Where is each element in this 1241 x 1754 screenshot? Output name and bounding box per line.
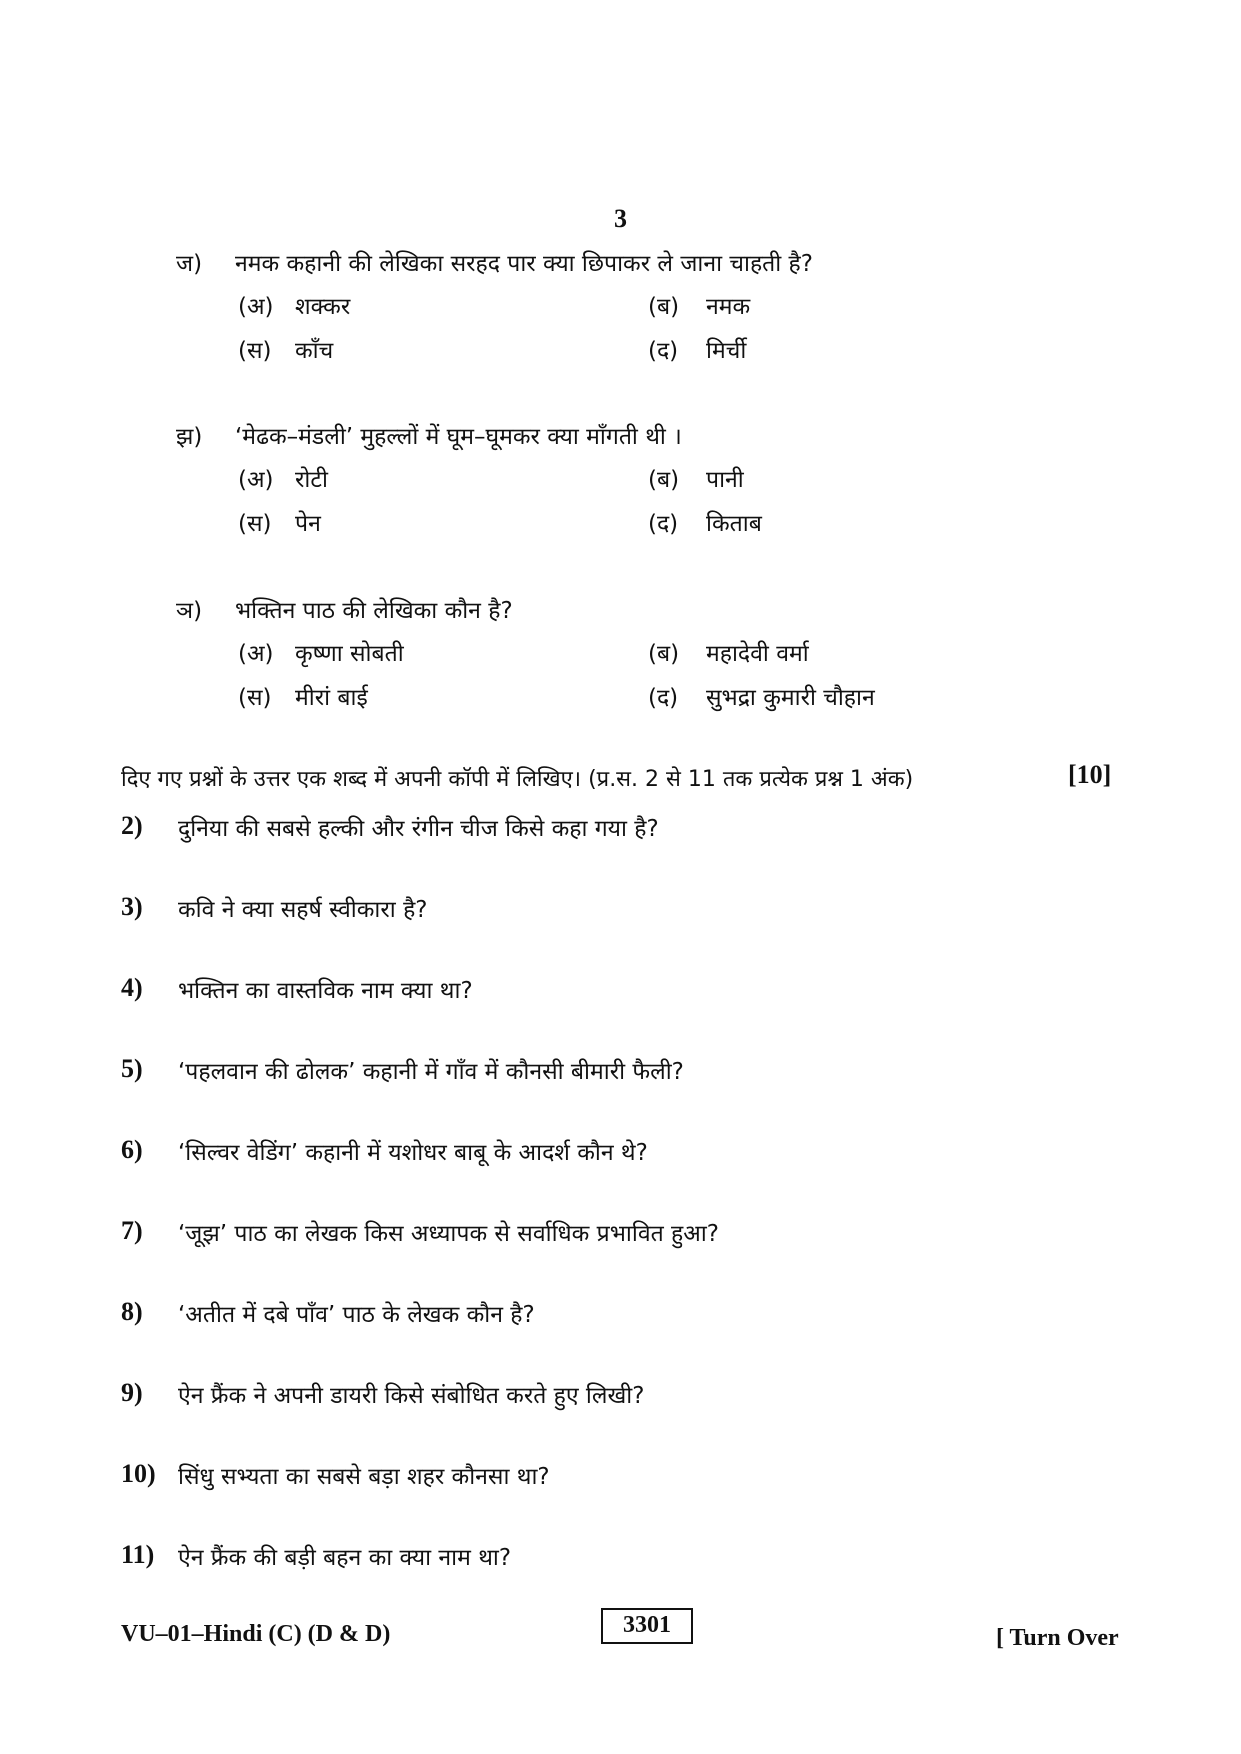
option-key: (अ) — [238, 294, 274, 320]
option-key: (द) — [648, 685, 679, 711]
mcq-question: ‘मेढक–मंडली’ मुहल्लों में घूम–घूमकर क्या माँगती थी । — [235, 424, 682, 450]
option-key: (ब) — [648, 467, 680, 493]
option-text: शक्कर — [295, 294, 351, 320]
question-text: सिंधु सभ्यता का सबसे बड़ा शहर कौनसा था? — [178, 1464, 550, 1490]
paper-number-box: 3301 — [601, 1608, 693, 1644]
turn-over-label: [ Turn Over — [996, 1625, 1119, 1651]
question-text: ‘पहलवान की ढोलक’ कहानी में गाँव में कौनसी बीमारी फैली? — [178, 1059, 684, 1085]
question-text: भक्तिन का वास्तविक नाम क्या था? — [178, 978, 473, 1004]
question-text: ‘सिल्वर वेडिंग’ कहानी में यशोधर बाबू के आदर्श कौन थे? — [178, 1140, 648, 1166]
option-key: (स) — [238, 511, 272, 537]
option-key: (अ) — [238, 641, 274, 667]
option-text: रोटी — [295, 467, 328, 493]
paper-code: VU–01–Hindi (C) (D & D) — [121, 1621, 391, 1647]
question-number: 2) — [121, 811, 143, 840]
option-text: महादेवी वर्मा — [706, 641, 809, 667]
question-number: 3) — [121, 892, 143, 921]
question-text: कवि ने क्या सहर्ष स्वीकारा है? — [178, 897, 428, 923]
option-key: (द) — [648, 511, 679, 537]
option-text: कृष्णा सोबती — [295, 641, 404, 667]
question-number: 9) — [121, 1378, 143, 1407]
mcq-label: झ) — [176, 424, 203, 450]
question-number: 4) — [121, 973, 143, 1002]
option-text: काँच — [295, 338, 334, 364]
mcq-label: ज) — [176, 251, 203, 277]
option-key: (स) — [238, 685, 272, 711]
section-marks: [10] — [1068, 760, 1112, 789]
option-key: (अ) — [238, 467, 274, 493]
option-key: (द) — [648, 338, 679, 364]
question-text: ऐन फ्रैंक ने अपनी डायरी किसे संबोधित करते हुए लिखी? — [178, 1383, 645, 1409]
option-text: मिर्ची — [706, 338, 747, 364]
question-text: दुनिया की सबसे हल्की और रंगीन चीज किसे कहा गया है? — [178, 816, 659, 842]
option-text: पेन — [295, 511, 321, 537]
question-number: 10) — [121, 1459, 156, 1488]
option-key: (ब) — [648, 641, 680, 667]
mcq-question: भक्तिन पाठ की लेखिका कौन है? — [235, 598, 513, 624]
question-number: 11) — [121, 1540, 155, 1569]
option-text: मीरां बाई — [295, 685, 368, 711]
section-instruction: दिए गए प्रश्नों के उत्तर एक शब्द में अपनी कॉपी में लिखिए। (प्र.स. 2 से 11 तक प्रत्येक प्रश्न 1 अंक) — [121, 767, 914, 792]
option-text: किताब — [706, 511, 762, 537]
question-number: 7) — [121, 1216, 143, 1245]
mcq-question: नमक कहानी की लेखिका सरहद पार क्या छिपाकर ले जाना चाहती है? — [235, 251, 813, 277]
option-text: नमक — [706, 294, 751, 320]
question-number: 8) — [121, 1297, 143, 1326]
mcq-label: ञ) — [176, 598, 203, 624]
option-text: सुभद्रा कुमारी चौहान — [706, 685, 875, 711]
option-key: (स) — [238, 338, 272, 364]
question-text: ‘जूझ’ पाठ का लेखक किस अध्यापक से सर्वाधिक प्रभावित हुआ? — [178, 1221, 719, 1247]
question-text: ऐन फ्रैंक की बड़ी बहन का क्या नाम था? — [178, 1545, 512, 1571]
option-text: पानी — [706, 467, 744, 493]
page-number: 3 — [614, 204, 627, 233]
option-key: (ब) — [648, 294, 680, 320]
question-number: 6) — [121, 1135, 143, 1164]
question-number: 5) — [121, 1054, 143, 1083]
question-text: ‘अतीत में दबे पाँव’ पाठ के लेखक कौन है? — [178, 1302, 535, 1328]
